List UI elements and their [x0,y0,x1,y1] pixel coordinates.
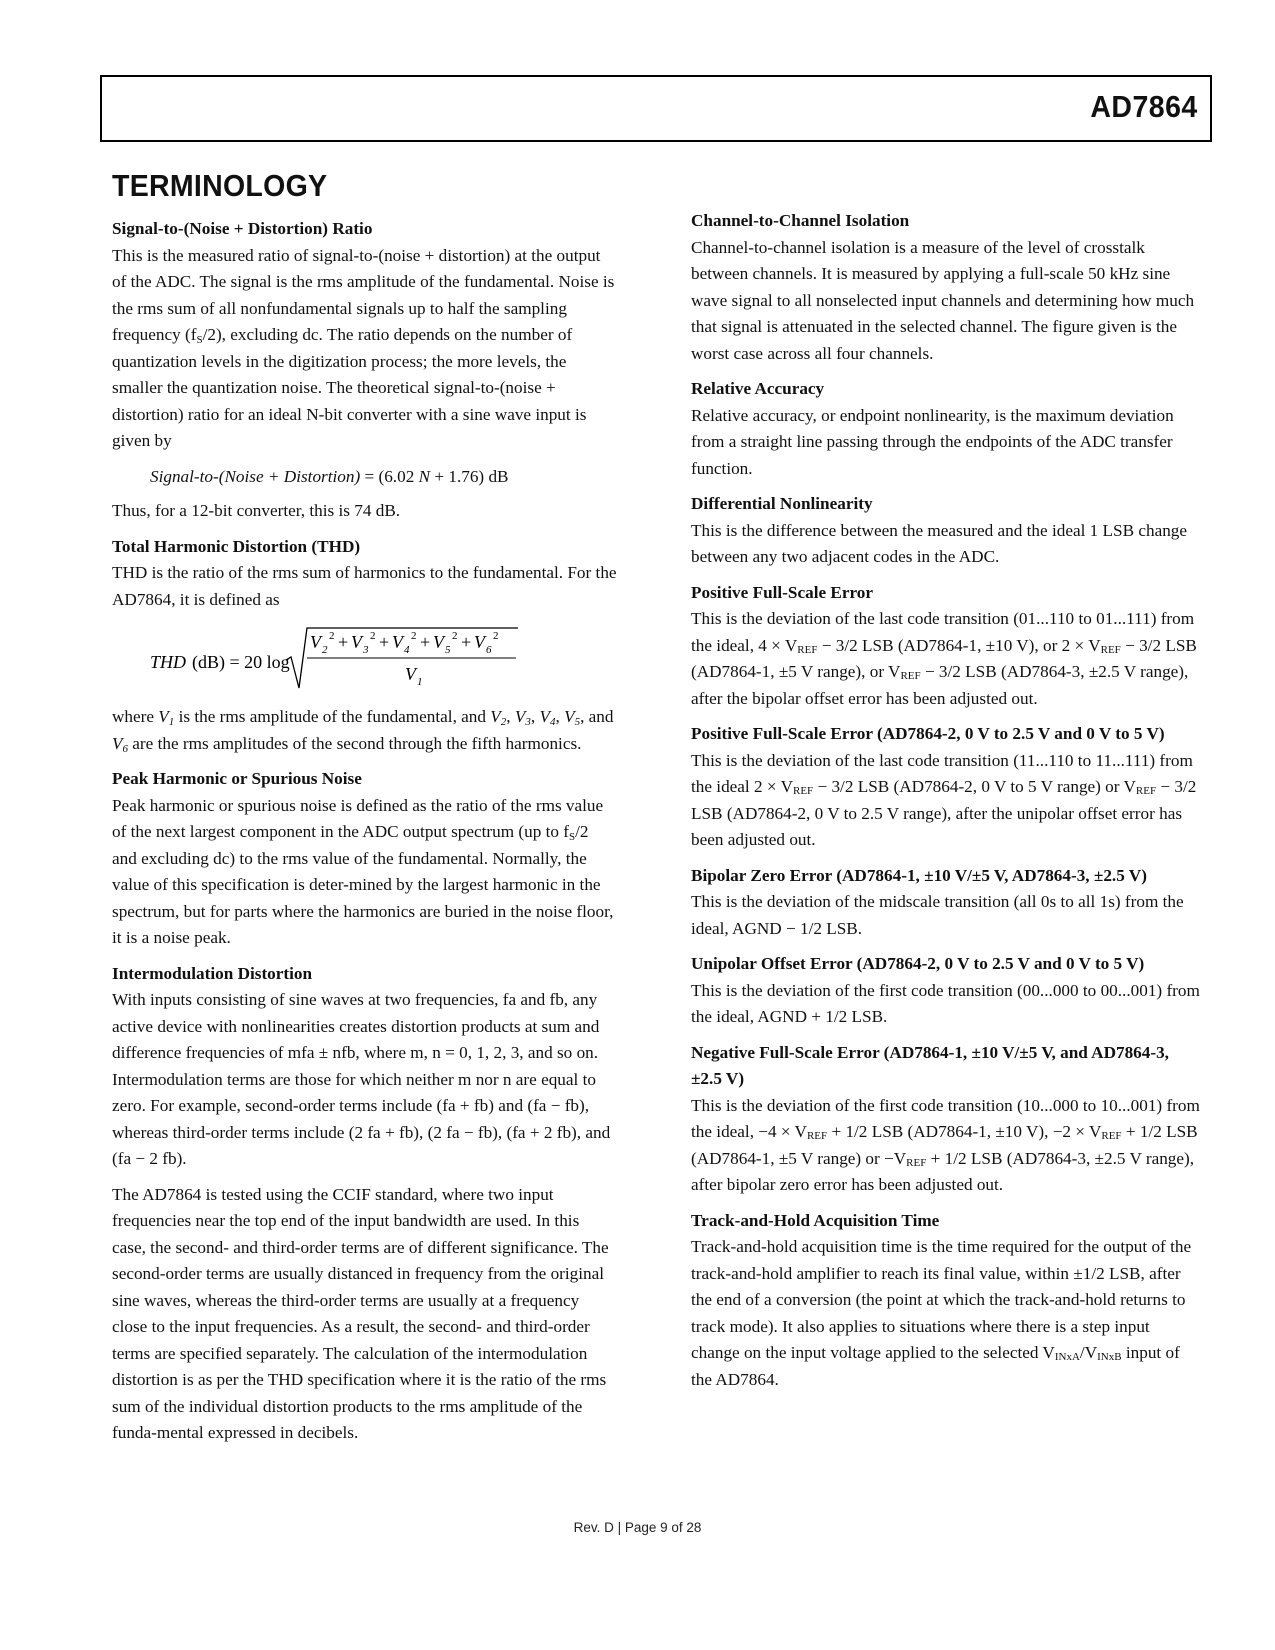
page-header [100,75,1212,142]
num-sup: 2 [493,630,499,642]
section-heading: Bipolar Zero Error (AD7864-1, ±10 V/±5 V, AD7864-3, ±2.5 V) [691,865,1147,885]
num-plus: + [338,632,349,652]
section-thd [112,534,617,758]
num-term: V [392,632,403,652]
paragraph: This is the deviation of the first code transition (10...000 to 10...001) from the ideal, $-4 \times V_{REF} + 1/2$ LSB (AD7864-1, ±10 V), $-2 \times V_{REF} + 1/2$ LSB (AD7864-1, ±5 V range) or $-V_{REF} + 1/2$ LSB (AD7864-3, ±2.5 V range), after bipolar zero error has been adjusted out. [691,1095,1200,1194]
section-peak-harmonic [112,766,617,952]
section-positive-full-scale-error [691,580,1201,713]
num-sub: 5 [445,644,451,656]
section-negative-full-scale-error [691,1040,1201,1199]
section-unipolar-offset-error [691,951,1201,1031]
section-isolation [691,208,1201,367]
sinad-formula: Signal-to-(Noise + Distortion) = (6.02 N + 1.76) dB [150,466,509,486]
section-heading: Intermodulation Distortion [112,963,313,983]
section-heading: Positive Full-Scale Error (AD7864-2, 0 V to 2.5 V and 0 V to 5 V) [691,724,1165,743]
section-heading: Total Harmonic Distortion (THD) [112,536,361,556]
paragraph: Peak harmonic or spurious noise is defined as the ratio of the rms value of the next largest component in the ADC output spectrum (up to $f_S/2$ and excluding dc) to the rms value of the fundamental. Normally, the value of this specification is deter-mined by the largest harmonic in the spectrum, but for parts where the harmonics are buried in the noise floor, it is a noise peak. [112,795,614,947]
paragraph: Track-and-hold acquisition time is the time required for the output of the track-and-hold amplifier to reach its final value, within ±1/2 LSB, after the end of a conversion (the point at which the track-and-hold returns to track mode). It also applies to situations where there is a step input change on the input voltage applied to the selected $V_{INxA}/V_{INxB}$ input of the AD7864. [691,1237,1192,1389]
thd-formula-lhs: THD [150,652,187,672]
den-sub: 1 [417,676,423,688]
paragraph: Channel-to-channel isolation is a measure of the level of crosstalk between channels. It is measured by applying a full-scale 50 kHz sine wave signal to all nonselected input channels and determining how much that signal is attenuated in the selected channel. The figure given is the worst case across all four channels. [691,237,1195,363]
paragraph: This is the deviation of the last code transition (01...110 to 01...111) from the ideal, $4 \times V_{REF} - 3/2$ LSB (AD7864-1, ±10 V), or $2 \times V_{REF} - 3/2$ LSB (AD7864-1, ±5 V range), or $V_{REF} - 3/2$ LSB (AD7864-3, ±2.5 V range), after the bipolar offset error has been adjusted out. [691,609,1197,708]
num-term: V [310,632,321,652]
paragraph: This is the measured ratio of signal-to-(noise + distortion) at the output of the ADC. The signal is the rms amplitude of the fundamental. Noise is the rms sum of all nonfundamental signals up to half the sampling frequency $(f_S/2)$, excluding dc. The ratio depends on the number of quantization levels in the digitization process; the more levels, the smaller the quantization noise. The theoretical signal-to-(noise + distortion) ratio for an ideal N-bit converter with a sine wave input is given by [112,245,615,450]
paragraph: This is the deviation of the first code transition (00...000 to 00...001) from the ideal, AGND + 1/2 LSB. [691,980,1200,1026]
section-heading: Peak Harmonic or Spurious Noise [112,769,362,788]
section-heading: Channel-to-Channel Isolation [691,211,910,230]
section-intermodulation [112,961,617,1447]
section-heading: Positive Full-Scale Error [691,582,874,602]
num-plus: + [461,632,472,652]
paragraph: Thus, for a 12-bit converter, this is 74 dB. [112,501,401,520]
section-sinad [112,216,617,525]
num-sub: 6 [486,644,492,656]
section-heading: Relative Accuracy [691,379,825,398]
num-sub: 4 [404,644,410,656]
section-bipolar-zero-error [691,863,1201,943]
section-dnl [691,491,1201,571]
thd-formula-db: (dB) = 20 log [192,652,290,672]
num-sup: 2 [411,630,417,642]
num-plus: + [420,632,431,652]
section-relative-accuracy [691,376,1201,482]
section-heading: Unipolar Offset Error (AD7864-2, 0 V to 2.5 V and 0 V to 5 V) [691,954,1145,973]
num-sup: 2 [329,630,335,642]
left-column [112,216,617,1456]
den-term: V [405,664,416,684]
paragraph: This is the difference between the measured and the ideal 1 LSB change between any two adjacent codes in the ADC. [691,520,1188,566]
part-number: AD7864 [1090,89,1198,124]
num-term: V [351,632,362,652]
section-heading: Differential Nonlinearity [691,494,873,513]
num-term: V [474,632,485,652]
paragraph: THD is the ratio of the rms sum of harmonics to the fundamental. For the AD7864, it is defined as [112,563,617,609]
num-plus: + [379,632,390,652]
section-heading: Negative Full-Scale Error (AD7864-1, ±10 V/±5 V, and AD7864-3, ±2.5 V) [691,1042,1169,1088]
paragraph: This is the deviation of the midscale transition (all 0s to all 1s) from the ideal, AGND − 1/2 LSB. [691,892,1184,938]
section-heading: Track-and-Hold Acquisition Time [691,1210,940,1230]
paragraph: With inputs consisting of sine waves at two frequencies, fa and fb, any active device with nonlinearities creates distortion products at sum and difference frequencies of mfa ± nfb, where m, n = 0, 1, 2, 3, and so on. Intermodulation terms are those for which neither m nor n are equal to zero. For example, second-order terms include (fa + fb) and (fa − fb), whereas third-order terms include (2 fa + fb), (2 fa − fb), (fa + 2 fb), and (fa − 2 fb). [112,990,611,1168]
paragraph: where $V_1$ is the rms amplitude of the fundamental, and $V_2$, $V_3$, $V_4$, $V_5$, and $V_6$ are the rms amplitudes of the second through the fifth harmonics. [112,707,614,755]
section-track-and-hold [691,1208,1201,1394]
page-footer: Rev. D | Page 9 of 28 [573,1520,702,1535]
paragraph: This is the deviation of the last code transition (11...110 to 11...111) from the ideal $2 \times V_{REF} - 3/2$ LSB (AD7864-2, 0 V to 5 V range) or $V_{REF} - 3/2$ LSB (AD7864-2, 0 V to 2.5 V range), after the unipolar offset error has been adjusted out. [691,750,1197,849]
paragraph: Relative accuracy, or endpoint nonlinearity, is the maximum deviation from a straight line passing through the endpoints of the ADC transfer function. [691,405,1174,478]
num-sup: 2 [370,630,376,642]
num-term: V [433,632,444,652]
paragraph: The AD7864 is tested using the CCIF standard, where two input frequencies near the top end of the input bandwidth are used. In this case, the second- and third-order terms are of different significance. The second-order terms are usually distanced in frequency from the original sine waves, whereas the third-order terms are usually at a frequency close to the input frequencies. As a result, the second- and third-order terms are specified separately. The calculation of the intermodulation distortion is as per the THD specification where it is the ratio of the rms sum of the individual distortion products to the rms amplitude of the funda-mental expressed in decibels. [112,1184,609,1442]
num-sub: 2 [322,644,328,656]
section-heading: Signal-to-(Noise + Distortion) Ratio [112,219,373,238]
section-positive-full-scale-error-unipolar [691,721,1201,854]
page-title: TERMINOLOGY [112,168,328,203]
right-column [691,208,1201,1402]
num-sup: 2 [452,630,458,642]
num-sub: 3 [363,644,369,656]
thd-formula [150,622,617,694]
